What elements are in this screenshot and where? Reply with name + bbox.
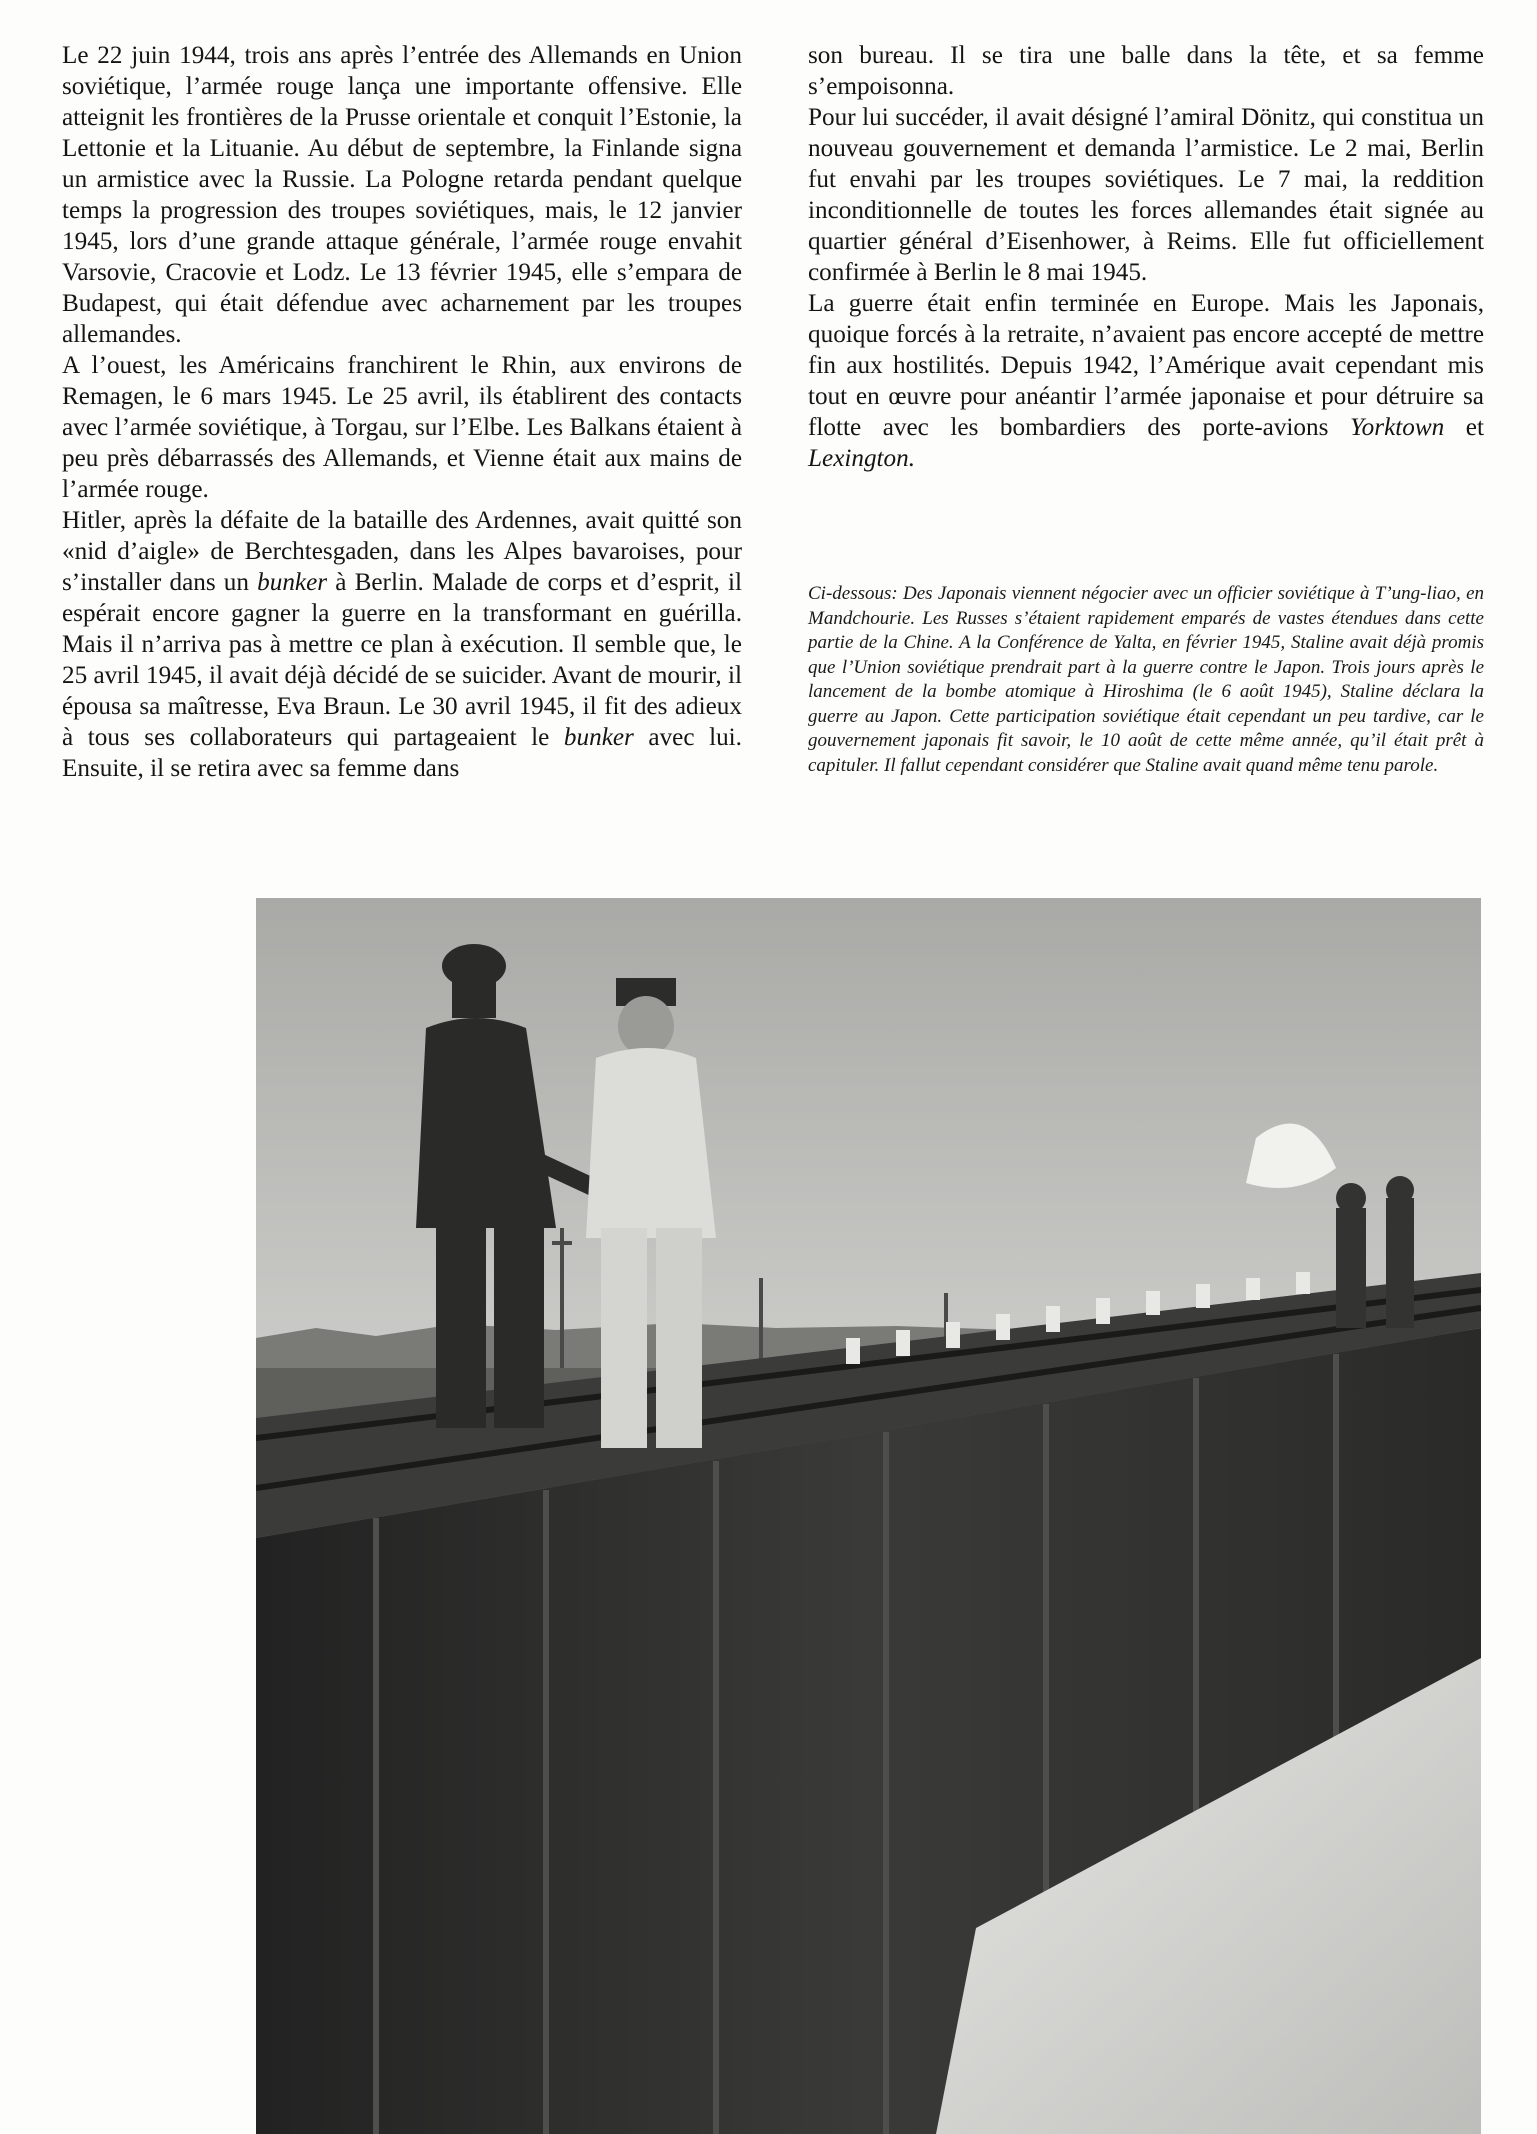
paragraph-west-front: A l’ouest, les Américains franchirent le Rhin, aux environs de Remagen, le 6 mars 1945. Le 25 avril, ils établirent des contacts avec l’armée soviétique, à Torgau, sur l’Elbe. Les Balkans étaient à peu près débarrassés des Allemands, et Vienne était aux mains de l’armée rouge. — [62, 352, 742, 503]
paragraph-offensive: Le 22 juin 1944, trois ans après l’entrée des Allemands en Union soviétique, l’armée rouge lança une importante offensive. Elle atteignit les frontières de la Prusse orientale et conquit l’Estonie, la Lettonie et la Lituanie. Au début de septembre, la Finlande signa un armistice avec la Russie. La Pologne retarda pendant quelque temps la progression des troupes soviétiques, mais, le 12 janvier 1945, lors d’une grande attaque générale, l’armée rouge envahit Varsovie, Cracovie et Lodz. Le 13 février 1945, elle s’empara de Budapest, qui était défendue avec acharnement par les troupes allemandes. — [62, 42, 742, 348]
article-left-column — [62, 40, 742, 784]
photo-illustration — [256, 898, 1481, 2134]
italic-ship-name: Yorktown — [1349, 414, 1445, 441]
photo-caption: Ci-dessous: Des Japonais viennent négocier avec un officier soviétique à T’ung-liao, en Mandchourie. Les Russes s’étaient rapidement emparés de vastes étendues dans cette partie de la Chine. A la Conférence de Yalta, en février 1945, Staline avait déjà promis que l’Union soviétique prendrait part à la guerre contre le Japon. Trois jours après le lancement de la bombe atomique à Hiroshima (le 6 août 1945), Staline déclara la guerre au Japon. Cette participation soviétique était cependant un peu tardive, car le gouvernement japonais fit savoir, le 10 août de cette même année, qu’il était prêt à capituler. Il fallut cependant considérer que Staline avait quand même tenu parole. — [808, 583, 1484, 776]
paragraph-hitler-end: son bureau. Il se tira une balle dans la tête, et sa femme s’empoisonna. — [808, 42, 1484, 100]
paragraph-donitz: Pour lui succéder, il avait désigné l’amiral Dönitz, qui constitua un nouveau gouvernement et demanda l’armistice. Le 2 mai, Berlin fut envahi par les troupes soviétiques. Le 7 mai, la reddition inconditionnelle de toutes les forces allemandes était signée au quartier général d’Eisenhower, à Reims. Elle fut officiellement confirmée à Berlin le 8 mai 1945. — [808, 104, 1484, 286]
paragraph-japan: La guerre était enfin terminée en Europe. Mais les Japonais, quoique forcés à la retraite, n’avaient pas encore accepté de mettre fin aux hostilités. Depuis 1942, l’Amérique avait cependant mis tout en œuvre pour anéantir l’armée japonaise et pour détruire sa flotte avec les bombardiers des porte-avions Yorktown et Lexington. — [808, 290, 1484, 472]
historical-photograph — [256, 898, 1481, 2134]
italic-term: bunker — [257, 569, 328, 596]
italic-ship-name: Lexington. — [808, 445, 916, 472]
article-right-column — [808, 40, 1484, 474]
italic-term: bunker — [563, 724, 634, 751]
paragraph-hitler: Hitler, après la défaite de la bataille des Ardennes, avait quitté son «nid d’aigle» de Berchtesgaden, dans les Alpes bavaroises, pour s’installer dans un bunker à Berlin. Malade de corps et d’esprit, il espérait encore gagner la guerre en la transformant en guérilla. Mais il n’arriva pas à mettre ce plan à exécution. Il semble que, le 25 avril 1945, il avait déjà décidé de se suicider. Avant de mourir, il épousa sa maîtresse, Eva Braun. Le 30 avril 1945, il fit des adieux à tous ses collaborateurs qui partageaient le bunker avec lui. Ensuite, il se retira avec sa femme dans — [62, 507, 742, 782]
